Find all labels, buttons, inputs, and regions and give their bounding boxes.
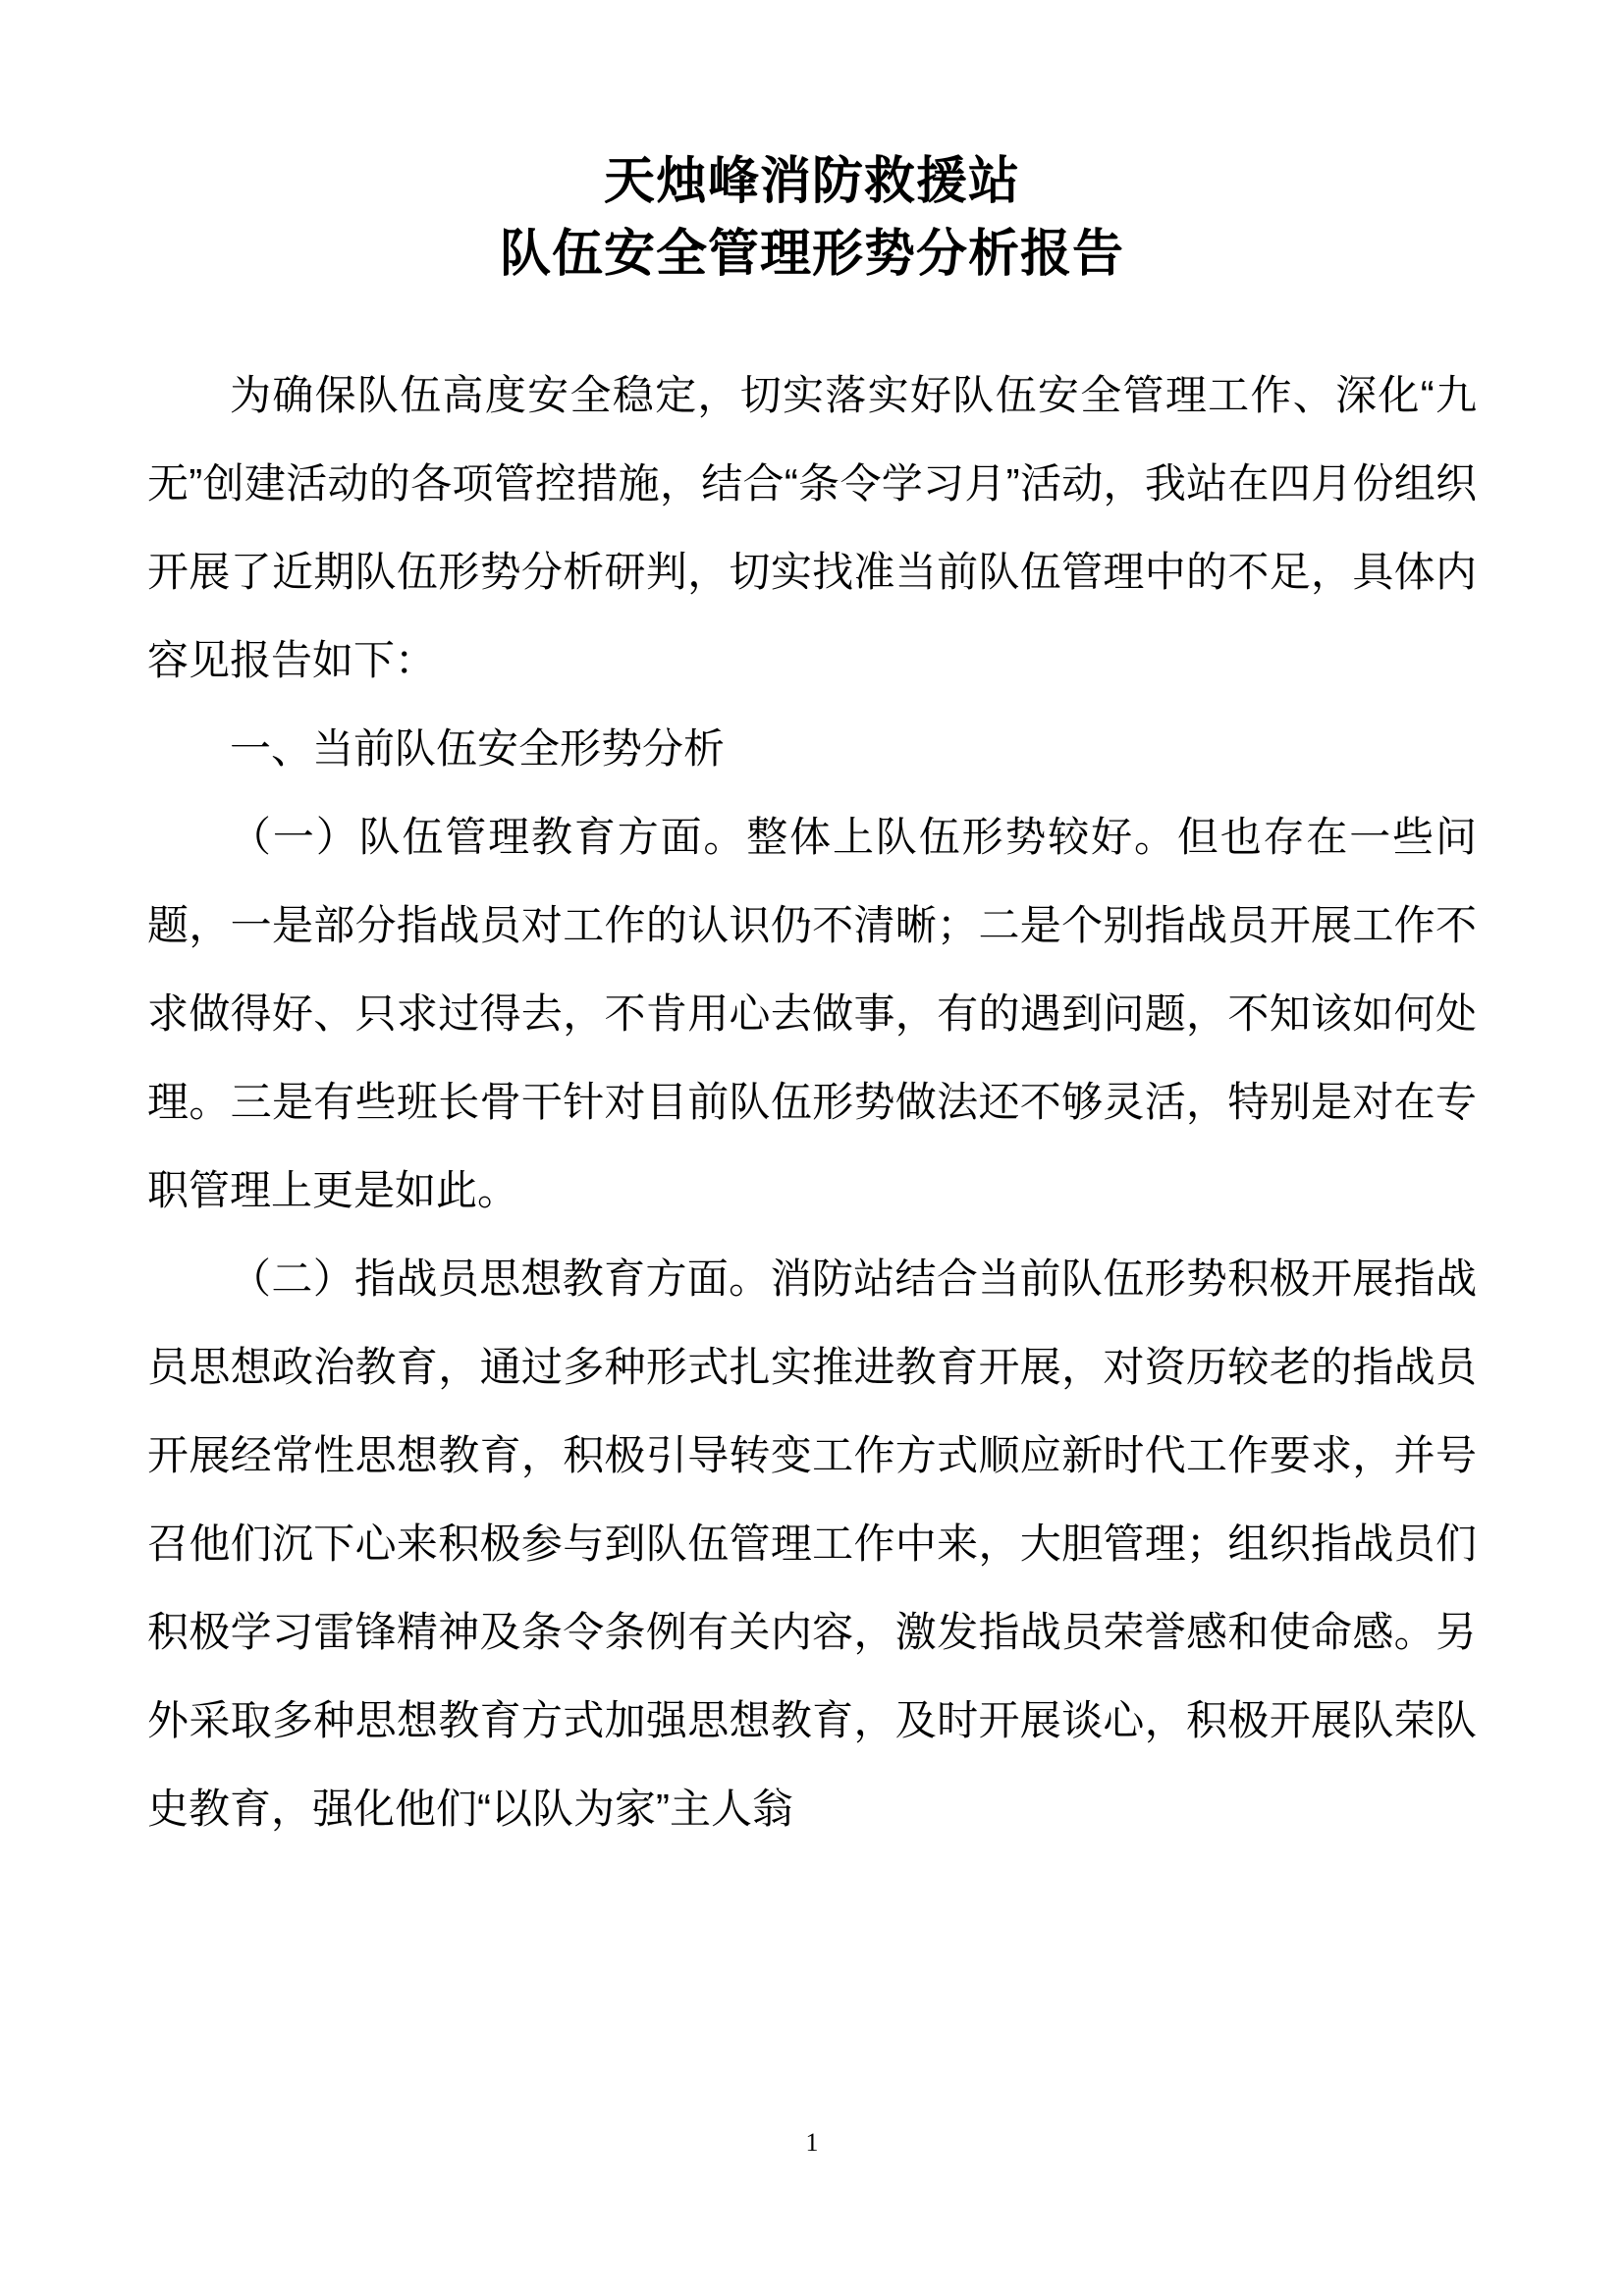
document-body <box>147 351 1477 1853</box>
title-line-2: 队伍安全管理形势分析报告 <box>499 226 1124 283</box>
page-content <box>147 0 1477 1853</box>
paragraph-subsection-one: （一）队伍管理教育方面。整体上队伍形势较好。但也存在一些问题，一是部分指战员对工作的认识仍不清晰；二是个别指战员开展工作不求做得好、只求过得去，不肯用心去做事，有的遇到问题，不知该如何处理。三是有些班长骨干针对目前队伍形势做法还不够灵活，特别是对在专职管理上更是如此。 <box>147 814 1477 1213</box>
page-title <box>147 145 1477 291</box>
page-number: 1 <box>805 2128 819 2157</box>
section-heading-one: 一、当前队伍安全形势分析 <box>230 725 726 772</box>
paragraph-intro: 为确保队伍高度安全稳定，切实落实好队伍安全管理工作、深化“九无”创建活动的各项管控措施，结合“条令学习月”活动，我站在四月份组织开展了近期队伍形势分析研判，切实找准当前队伍管理中的不足，具体内容见报告如下： <box>147 372 1477 683</box>
title-line-1: 天烛峰消防救援站 <box>603 153 1020 210</box>
paragraph-subsection-two: （二）指战员思想教育方面。消防站结合当前队伍形势积极开展指战员思想政治教育，通过多种形式扎实推进教育开展，对资历较老的指战员开展经常性思想教育，积极引导转变工作方式顺应新时代工作要求，并号召他们沉下心来积极参与到队伍管理工作中来，大胆管理；组织指战员们积极学习雷锋精神及条令条例有关内容，激发指战员荣誉感和使命感。另外采取多种思想教育方式加强思想教育，及时开展谈心，积极开展队荣队史教育，强化他们“以队为家”主人翁 <box>147 1255 1477 1832</box>
